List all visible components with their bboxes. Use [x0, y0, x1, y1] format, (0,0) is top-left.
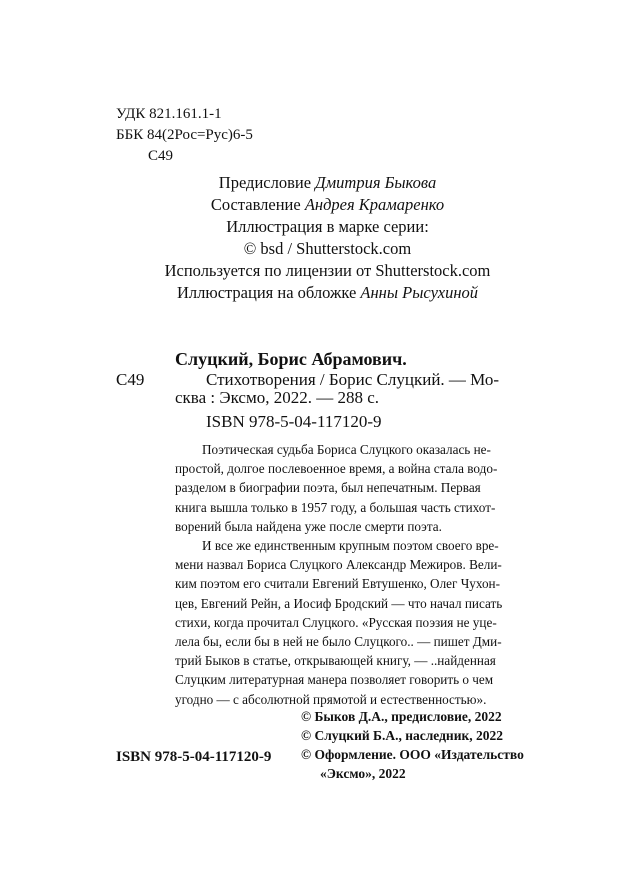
compiler-name: Андрея Крамаренко: [304, 195, 445, 214]
compiler-label: Составление: [210, 195, 301, 214]
biblio-isbn: ISBN 978-5-04-117120-9: [206, 412, 382, 431]
isbn-bottom: ISBN 978-5-04-117120-9: [116, 749, 272, 765]
author-sign-code: С49: [148, 148, 174, 164]
annotation-line: трий Быков в статье, открывающей книгу, — ..найденная: [175, 653, 496, 669]
biblio-title-line-1: Стихотворения / Борис Слуцкий. — Мо-: [206, 370, 500, 389]
cover-name: Анны Рысухиной: [360, 283, 479, 302]
annotation-line: стихи, когда прочитал Слуцкого. «Русская поэзия не уце-: [175, 614, 497, 630]
copyright-preface: © Быков Д.А., предисловие, 2022: [301, 709, 502, 724]
annotation-line: цев, Евгений Рейн, а Иосиф Бродский — что начал писать: [175, 595, 503, 611]
copyright-author-heir: © Слуцкий Б.А., наследник, 2022: [301, 728, 504, 743]
annotation-line: мени назвал Бориса Слуцкого Александр Межиров. Вели-: [175, 557, 502, 573]
biblio-title-line-2: сква : Эксмо, 2022. — 288 с.: [175, 388, 380, 407]
annotation-paragraph-2: [175, 536, 502, 709]
udk-code: УДК 821.161.1-1: [116, 106, 222, 122]
preface-name: Дмитрия Быкова: [315, 173, 437, 192]
annotation-line: Слуцким литературная манера позволяет говорить о чем: [175, 672, 494, 688]
annotation-line: разделом в биографии поэта, был непечатным. Первая: [175, 480, 481, 496]
stock-copyright: © bsd / Shutterstock.com: [243, 239, 412, 258]
annotation-line: И все же единственным крупным поэтом своего вре-: [202, 538, 499, 554]
biblio-code: С49: [116, 370, 145, 389]
annotation-line: Поэтическая судьба Бориса Слуцкого оказалась не-: [202, 442, 491, 457]
author-heading: Слуцкий, Борис Абрамович.: [175, 349, 407, 369]
preface-credit: [0, 172, 620, 194]
annotation-line: ворений была найдена уже после смерти поэта.: [175, 518, 442, 534]
license-note: Используется по лицензии от Shutterstock.com: [164, 261, 491, 280]
annotation-paragraph-1: [175, 440, 502, 536]
cover-credit: [0, 282, 620, 304]
credits-block: [0, 172, 620, 304]
annotation-line: простой, долгое послевоенное время, а война стала водо-: [175, 461, 498, 477]
annotation: [175, 440, 502, 709]
bbk-code: ББК 84(2Рос=Рус)6-5: [116, 127, 253, 143]
series-illustration-label: Иллюстрация в марке серии:: [226, 217, 429, 236]
annotation-line: книга вышла только в 1957 году, а большая часть стихот-: [175, 499, 496, 515]
copyright-design: © Оформление. ООО «Издательство: [301, 747, 524, 762]
copyright-design-cont: «Эксмо», 2022: [320, 766, 406, 781]
cover-label: Иллюстрация на обложке: [176, 283, 357, 302]
annotation-line: лела бы, если бы в ней не было Слуцкого.. — пишет Дми-: [175, 634, 502, 650]
copyright-block: [301, 707, 524, 783]
annotation-line: ким поэтом его считали Евгений Евтушенко, Олег Чухон-: [175, 576, 501, 592]
preface-label: Предисловие: [218, 173, 312, 192]
compiler-credit: [0, 194, 620, 216]
annotation-line: угодно — с абсолютной прямотой и естественностью».: [175, 691, 487, 707]
